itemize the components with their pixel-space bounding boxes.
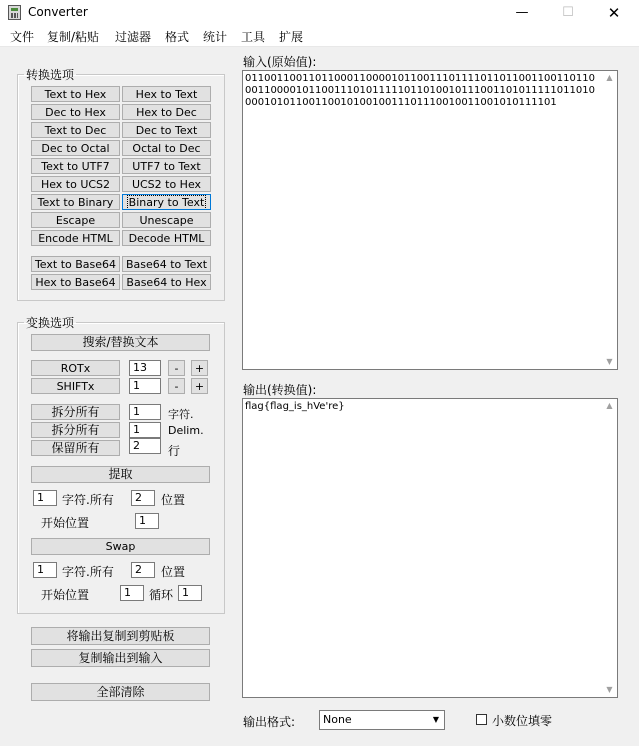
text-to-utf7-button[interactable]: Text to UTF7 [31,158,120,174]
swap-pos-label: 位置 [161,565,186,579]
minimize-button[interactable]: — [515,5,529,20]
menu-filter[interactable]: 过滤器 [115,30,152,44]
output-scrollbar[interactable] [602,399,617,697]
chevron-down-icon[interactable]: ▼ [432,715,440,724]
swap-chars-label: 字符.所有 [62,565,114,579]
input-textarea[interactable] [242,70,618,370]
split-delim-value-field[interactable]: 1 [129,422,161,438]
extract-start-label: 开始位置 [41,516,90,530]
shiftx-button[interactable]: SHIFTx [31,378,120,394]
menu-stats[interactable]: 统计 [203,30,228,44]
menu-bar [0,26,639,47]
escape-button[interactable]: Escape [31,212,120,228]
chevron-up-icon[interactable]: ▲ [606,401,613,410]
conversion-options-legend: 转换选项 [26,68,75,82]
keep-all-unit-label: 行 [168,444,181,458]
calculator-icon [8,5,21,20]
swap-start-label: 开始位置 [41,588,90,602]
rotx-value-field[interactable]: 13 [129,360,161,376]
utf7-to-text-button[interactable]: UTF7 to Text [122,158,211,174]
binary-to-text-label: Binary to Text [128,196,205,209]
chevron-down-icon[interactable]: ▼ [606,685,613,694]
output-format-value: None [323,713,352,726]
swap-loop-label: 循环 [149,588,174,602]
swap-start-field[interactable]: 1 [120,585,144,601]
unescape-button[interactable]: Unescape [122,212,211,228]
extract-pos-label: 位置 [161,493,186,507]
decimal-pad-checkbox[interactable] [476,714,487,725]
title-bar [0,0,639,26]
menu-file[interactable]: 文件 [10,30,35,44]
output-text: flag{flag_is_hVe're} [245,401,345,412]
input-text: 011001100110110001100001011001110111101101100110011011000110000101100111010111110110100101110011010111110110100001010110011001010010011101110010011001010111101 [245,73,595,108]
search-replace-button[interactable]: 搜索/替换文本 [31,334,210,351]
split-delim-unit-label: Delim. [168,424,204,437]
text-to-hex-button[interactable]: Text to Hex [31,86,120,102]
menu-format[interactable]: 格式 [165,30,190,44]
text-to-dec-button[interactable]: Text to Dec [31,122,120,138]
shiftx-decrement-button[interactable]: - [168,378,185,394]
output-label: 输出(转换值): [243,383,317,397]
rotx-button[interactable]: ROTx [31,360,120,376]
menu-extensions[interactable]: 扩展 [279,30,304,44]
swap-pos-field[interactable]: 2 [131,562,155,578]
hex-to-text-button[interactable]: Hex to Text [122,86,211,102]
copy-to-clipboard-button[interactable]: 将输出复制到剪贴板 [31,627,210,645]
encode-html-button[interactable]: Encode HTML [31,230,120,246]
base64-to-text-button[interactable]: Base64 to Text [122,256,211,272]
close-button[interactable]: ✕ [607,4,621,22]
input-scrollbar[interactable] [602,71,617,369]
binary-to-text-button[interactable] [122,194,211,210]
extract-button[interactable]: 提取 [31,466,210,483]
output-format-label: 输出格式: [243,715,296,729]
input-label: 输入(原始值): [243,55,317,69]
hex-to-dec-button[interactable]: Hex to Dec [122,104,211,120]
swap-loop-field[interactable]: 1 [178,585,202,601]
base64-to-hex-button[interactable]: Base64 to Hex [122,274,211,290]
shiftx-value-field[interactable]: 1 [129,378,161,394]
extract-start-field[interactable]: 1 [135,513,159,529]
hex-to-base64-button[interactable]: Hex to Base64 [31,274,120,290]
chevron-down-icon[interactable]: ▼ [606,357,613,366]
hex-to-ucs2-button[interactable]: Hex to UCS2 [31,176,120,192]
text-to-binary-button[interactable]: Text to Binary [31,194,120,210]
split-chars-value-field[interactable]: 1 [129,404,161,420]
keep-all-value-field[interactable]: 2 [129,438,161,454]
ucs2-to-hex-button[interactable]: UCS2 to Hex [122,176,211,192]
dec-to-hex-button[interactable]: Dec to Hex [31,104,120,120]
split-all-chars-button[interactable]: 拆分所有 [31,404,120,420]
decode-html-button[interactable]: Decode HTML [122,230,211,246]
split-all-delim-button[interactable]: 拆分所有 [31,422,120,438]
swap-chars-field[interactable]: 1 [33,562,57,578]
keep-all-button[interactable]: 保留所有 [31,440,120,456]
dec-to-text-button[interactable]: Dec to Text [122,122,211,138]
output-format-select[interactable] [319,710,445,730]
split-chars-unit-label: 字符. [168,408,194,421]
shiftx-increment-button[interactable]: + [191,378,208,394]
menu-tools[interactable]: 工具 [241,30,266,44]
copy-output-to-input-button[interactable]: 复制输出到输入 [31,649,210,667]
clear-all-button[interactable]: 全部清除 [31,683,210,701]
output-textarea[interactable] [242,398,618,698]
maximize-button[interactable]: ☐ [562,5,574,20]
transform-options-legend: 变换选项 [26,316,75,330]
chevron-up-icon[interactable]: ▲ [606,73,613,82]
window-title: Converter [28,5,88,19]
rotx-decrement-button[interactable]: - [168,360,185,376]
rotx-increment-button[interactable]: + [191,360,208,376]
text-to-base64-button[interactable]: Text to Base64 [31,256,120,272]
swap-button[interactable]: Swap [31,538,210,555]
extract-pos-field[interactable]: 2 [131,490,155,506]
decimal-pad-label: 小数位填零 [492,714,553,728]
extract-chars-label: 字符.所有 [62,493,114,507]
menu-copy-paste[interactable]: 复制/粘贴 [47,30,100,44]
extract-chars-field[interactable]: 1 [33,490,57,506]
dec-to-octal-button[interactable]: Dec to Octal [31,140,120,156]
octal-to-dec-button[interactable]: Octal to Dec [122,140,211,156]
